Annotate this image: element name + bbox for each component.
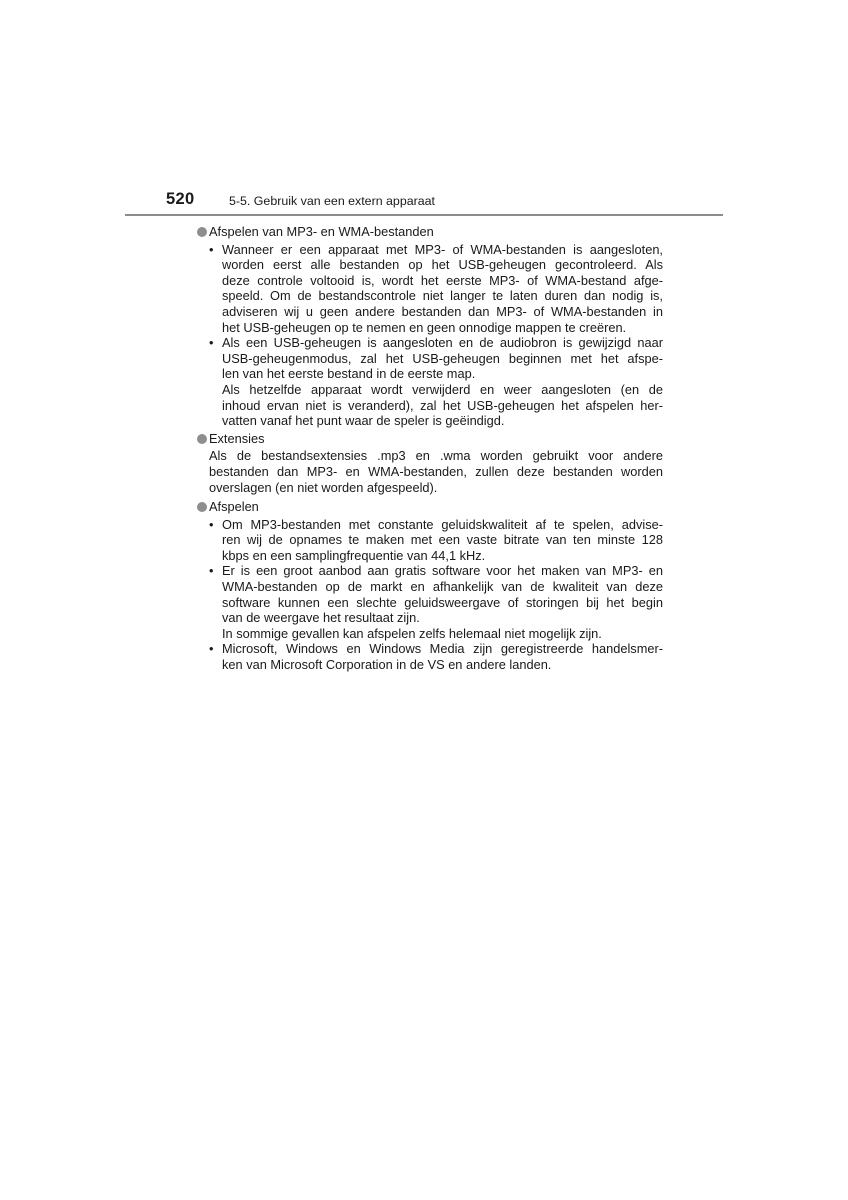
circle-bullet-icon bbox=[197, 502, 207, 512]
text-line: ken van Microsoft Corporation in de VS en andere landen. bbox=[222, 657, 552, 673]
text-line: van de weergave het resultaat zijn. bbox=[222, 610, 420, 626]
text-line: worden eerst alle bestanden op het USB-geheugen gecontroleerd. Als bbox=[222, 257, 663, 273]
text-line: USB-geheugenmodus, zal het USB-geheugen beginnen met het afspe- bbox=[222, 350, 663, 366]
list-item bbox=[197, 242, 663, 336]
text-line: bestanden dan MP3- en WMA-bestanden, zullen deze bestanden worden bbox=[209, 463, 663, 479]
bullet-dot-icon: • bbox=[209, 335, 214, 351]
text-line: Wanneer er een apparaat met MP3- of WMA-bestanden is aangesloten, bbox=[222, 241, 663, 257]
text-line: WMA-bestanden op de markt en afhankelijk van de kwaliteit van deze bbox=[222, 579, 663, 595]
bullet-dot-icon: • bbox=[209, 516, 214, 532]
list-item bbox=[197, 641, 663, 672]
text-line: vatten vanaf het punt waar de speler is geëindigd. bbox=[222, 413, 505, 429]
text-line: ren wij de opnames te maken met een vaste bitrate van ten minste 128 bbox=[222, 532, 663, 548]
text-line: len van het eerste bestand in de eerste map. bbox=[222, 366, 476, 382]
text-line: Als de bestandsextensies .mp3 en .wma worden gebruikt voor andere bbox=[209, 448, 663, 464]
section-heading-label: Afspelen van MP3- en WMA-bestanden bbox=[209, 224, 434, 239]
text-line: speeld. Om de bestandscontrole niet langer te laten duren dan nodig is, bbox=[222, 288, 663, 304]
list-item bbox=[197, 517, 663, 564]
text-line: kbps en een samplingfrequentie van 44,1 kHz. bbox=[222, 547, 486, 563]
bullet-list bbox=[197, 242, 663, 429]
page-number: 520 bbox=[166, 190, 195, 208]
text-line: inhoud ervan niet is veranderd), zal het USB-geheugen het afspelen her- bbox=[222, 397, 663, 413]
paragraph bbox=[197, 448, 663, 495]
circle-bullet-icon bbox=[197, 434, 207, 444]
list-item bbox=[197, 563, 663, 641]
text-line: Om MP3-bestanden met constante geluidskwaliteit af te spelen, advise- bbox=[222, 516, 663, 532]
header-divider bbox=[125, 214, 723, 216]
circle-bullet-icon bbox=[197, 227, 207, 237]
bullet-dot-icon: • bbox=[209, 563, 214, 579]
text-line: het USB-geheugen op te nemen en geen onnodige mappen te creëren. bbox=[222, 319, 627, 335]
bullet-dot-icon: • bbox=[209, 241, 214, 257]
text-line: software kunnen een slechte geluidsweergave of storingen bij het begin bbox=[222, 594, 663, 610]
list-item bbox=[197, 335, 663, 429]
text-line: overslagen (en niet worden afgespeeld). bbox=[209, 479, 438, 495]
text-line: Er is een groot aanbod aan gratis software voor het maken van MP3- en bbox=[222, 563, 663, 579]
section-heading-label: Afspelen bbox=[209, 499, 259, 515]
section-heading-label: Extensies bbox=[209, 430, 265, 446]
section-heading-afspelen bbox=[197, 499, 663, 515]
section-heading-extensies bbox=[197, 431, 663, 447]
page-content bbox=[197, 224, 663, 675]
section-heading-afspelen-mp3-wma bbox=[197, 224, 663, 240]
text-line: deze controle voltooid is, wordt het eerste MP3- of WMA-bestand afge- bbox=[222, 272, 663, 288]
bullet-list bbox=[197, 517, 663, 673]
text-line: Als hetzelfde apparaat wordt verwijderd en weer aangesloten (en de bbox=[222, 381, 663, 397]
text-line: adviseren wij u geen andere bestanden dan MP3- of WMA-bestanden in bbox=[222, 303, 663, 319]
page-header bbox=[0, 0, 848, 220]
text-line: In sommige gevallen kan afspelen zelfs helemaal niet mogelijk zijn. bbox=[222, 625, 602, 641]
bullet-dot-icon: • bbox=[209, 641, 214, 657]
section-title: 5-5. Gebruik van een extern apparaat bbox=[229, 194, 435, 208]
text-line: Als een USB-geheugen is aangesloten en de audiobron is gewijzigd naar bbox=[222, 335, 663, 351]
text-line: Microsoft, Windows en Windows Media zijn geregistreerde handelsmer- bbox=[222, 641, 663, 657]
